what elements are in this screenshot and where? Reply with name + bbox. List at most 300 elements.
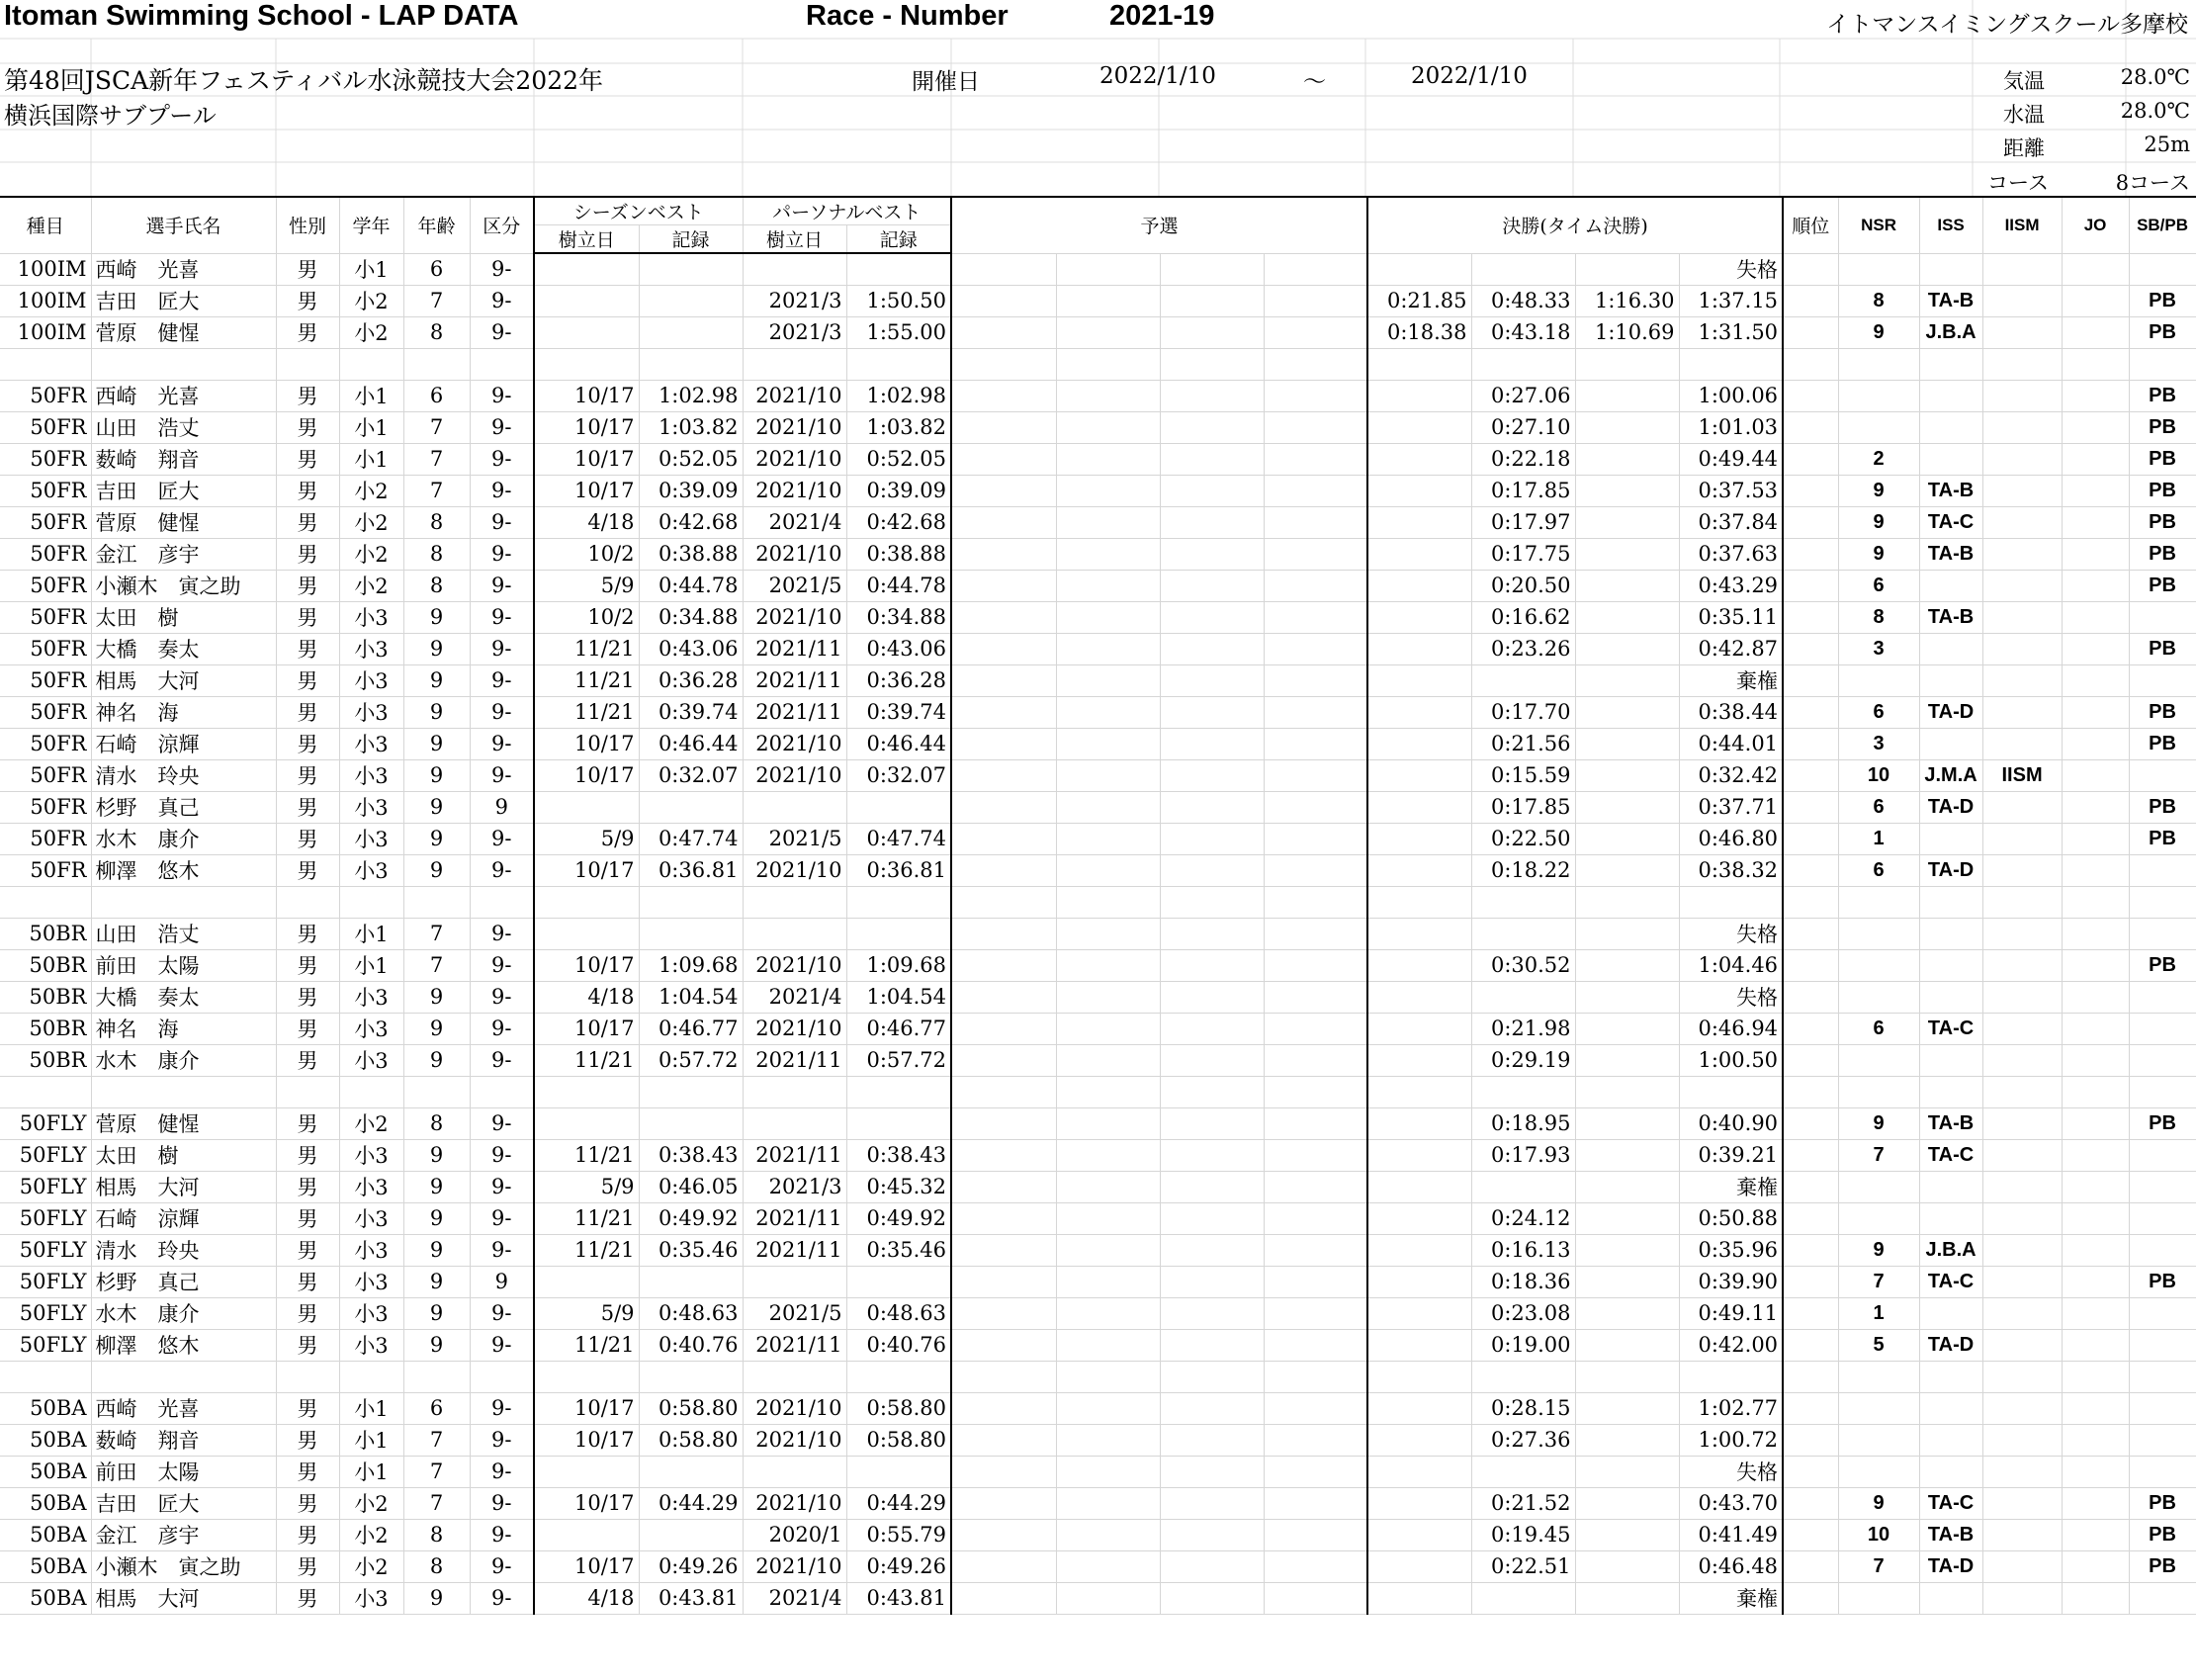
grade-cell: 小3 [339,728,403,759]
sb-date: 11/21 [534,1044,639,1076]
pb-date: 2021/11 [743,633,846,664]
sbpb-cell: PB [2129,728,2196,759]
division-cell: 9- [470,823,534,854]
empty-cell [2129,1076,2196,1107]
pb-record: 1:09.68 [846,949,951,981]
final-time: 失格 [1679,253,1783,285]
empty-cell [1160,1266,1264,1297]
pb-record: 0:49.26 [846,1550,951,1582]
empty-cell [2062,854,2129,886]
grade-cell: 小1 [339,443,403,475]
empty-cell [2062,918,2129,949]
final-lap-2: 0:20.50 [1471,570,1575,601]
col-iss: ISS [1919,197,1982,253]
division-cell: 9- [470,1013,534,1044]
pb-date: 2021/10 [743,538,846,570]
table-row [0,1550,2196,1582]
col-division: 区分 [470,197,534,253]
empty-cell [1056,1487,1160,1519]
final-lap-1 [1367,728,1471,759]
final-lap-2: 0:24.12 [1471,1202,1575,1234]
final-lap-1 [1367,949,1471,981]
empty-cell [1056,1171,1160,1202]
division-cell: 9- [470,1519,534,1550]
empty-cell [951,791,1056,823]
event-cell: 50FR [0,380,91,411]
final-lap-2: 0:29.19 [1471,1044,1575,1076]
sb-record: 0:47.74 [639,823,743,854]
final-lap-2: 0:18.22 [1471,854,1575,886]
sbpb-cell [2129,759,2196,791]
event-cell: 100IM [0,253,91,285]
swimmer-name: 小瀬木 寅之助 [91,1550,276,1582]
sbpb-cell [2129,1297,2196,1329]
event-cell: 50FR [0,791,91,823]
swimmer-name: 柳澤 悠木 [91,854,276,886]
sb-record: 0:48.63 [639,1297,743,1329]
sbpb-cell [2129,1139,2196,1171]
empty-cell [1160,918,1264,949]
empty-cell [1056,886,1160,918]
sex-cell: 男 [276,316,339,348]
grade-cell: 小1 [339,253,403,285]
empty-cell [951,348,1056,380]
empty-cell [951,1044,1056,1076]
grade-cell: 小3 [339,1139,403,1171]
age-cell: 8 [403,1107,470,1139]
sex-cell: 男 [276,285,339,316]
empty-cell [951,664,1056,696]
final-lap-1 [1367,791,1471,823]
sbpb-cell: PB [2129,949,2196,981]
empty-cell [951,570,1056,601]
swimmer-name: 前田 太陽 [91,949,276,981]
empty-cell [534,1076,639,1107]
sex-cell: 男 [276,506,339,538]
sb-record: 0:40.76 [639,1329,743,1361]
final-lap-3 [1575,1171,1679,1202]
nsr-cell: 8 [1838,285,1919,316]
sb-record [639,1107,743,1139]
final-lap-1 [1367,1456,1471,1487]
empty-cell [846,348,951,380]
empty-cell [639,1076,743,1107]
table-row [0,475,2196,506]
sex-cell: 男 [276,1044,339,1076]
empty-cell [1264,253,1367,285]
empty-cell [1056,728,1160,759]
empty-cell [951,285,1056,316]
cond-label: 気温 [2003,69,2045,93]
pb-record [846,918,951,949]
empty-cell [1056,1076,1160,1107]
iss-cell [1919,1044,1982,1076]
empty-cell [1679,1361,1783,1392]
final-lap-3 [1575,1329,1679,1361]
final-lap-1 [1367,759,1471,791]
swimmer-name: 薮崎 翔音 [91,443,276,475]
sex-cell: 男 [276,1171,339,1202]
table-row [0,538,2196,570]
empty-cell [951,886,1056,918]
sex-cell: 男 [276,981,339,1013]
grade-cell: 小1 [339,1392,403,1424]
sex-cell: 男 [276,1329,339,1361]
nsr-cell: 6 [1838,570,1919,601]
swimmer-name: 神名 海 [91,696,276,728]
empty-cell [1056,1424,1160,1456]
sb-record: 1:04.54 [639,981,743,1013]
empty-cell [339,1361,403,1392]
empty-cell [1919,886,1982,918]
empty-cell [1919,348,1982,380]
final-lap-1 [1367,538,1471,570]
empty-cell [1160,1392,1264,1424]
empty-cell [1264,1234,1367,1266]
sex-cell: 男 [276,918,339,949]
empty-cell [1160,475,1264,506]
swimmer-name: 神名 海 [91,1013,276,1044]
final-time: 0:37.53 [1679,475,1783,506]
nsr-cell [1838,664,1919,696]
division-cell: 9- [470,411,534,443]
pb-date: 2021/11 [743,664,846,696]
empty-cell [1056,1456,1160,1487]
pb-date: 2021/11 [743,1139,846,1171]
grade-cell: 小2 [339,506,403,538]
empty-cell [2129,1361,2196,1392]
sbpb-cell [2129,1582,2196,1614]
sbpb-cell: PB [2129,1487,2196,1519]
empty-cell [2062,1013,2129,1044]
division-cell: 9- [470,981,534,1013]
col-season-best: シーズンベスト [534,197,743,225]
iss-cell [1919,570,1982,601]
iism-cell [1982,316,2062,348]
sex-cell: 男 [276,443,339,475]
blank-row [0,348,2196,380]
empty-cell [1160,633,1264,664]
empty-cell [2062,1076,2129,1107]
sb-date: 4/18 [534,981,639,1013]
empty-cell [1783,1234,1838,1266]
grade-cell: 小3 [339,1013,403,1044]
pb-record: 1:50.50 [846,285,951,316]
final-time: 0:43.70 [1679,1487,1783,1519]
nsr-cell: 9 [1838,1487,1919,1519]
sb-record: 0:44.29 [639,1487,743,1519]
sb-date: 11/21 [534,1234,639,1266]
swimmer-name: 薮崎 翔音 [91,1424,276,1456]
pb-date: 2021/5 [743,570,846,601]
sb-date [534,1107,639,1139]
pb-date [743,918,846,949]
iss-cell: TA-D [1919,1329,1982,1361]
age-cell: 9 [403,633,470,664]
empty-cell [1264,1392,1367,1424]
empty-cell [1838,1361,1919,1392]
final-lap-2: 0:16.13 [1471,1234,1575,1266]
final-lap-1: 0:21.85 [1367,285,1471,316]
empty-cell [1679,348,1783,380]
pb-date: 2021/10 [743,949,846,981]
final-lap-2: 0:21.98 [1471,1013,1575,1044]
table-row [0,1107,2196,1139]
iss-cell: TA-D [1919,791,1982,823]
swimmer-name: 吉田 匠大 [91,475,276,506]
sb-record: 1:09.68 [639,949,743,981]
empty-cell [1056,1107,1160,1139]
empty-cell [1160,1487,1264,1519]
empty-cell [1264,949,1367,981]
cond-value: 28.0℃ [2120,99,2190,123]
final-lap-2: 0:17.85 [1471,475,1575,506]
final-lap-1 [1367,1329,1471,1361]
empty-cell [2062,1107,2129,1139]
sb-record: 0:32.07 [639,759,743,791]
empty-cell [1160,348,1264,380]
empty-cell [1160,728,1264,759]
final-lap-2 [1471,253,1575,285]
final-time: 棄権 [1679,1171,1783,1202]
grade-cell: 小1 [339,949,403,981]
empty-cell [2062,1297,2129,1329]
final-time: 0:37.71 [1679,791,1783,823]
empty-cell [1160,823,1264,854]
swimmer-name: 水木 康介 [91,823,276,854]
division-cell: 9- [470,633,534,664]
empty-cell [1264,886,1367,918]
pb-record: 0:52.05 [846,443,951,475]
iss-cell: TA-C [1919,1139,1982,1171]
pb-record: 1:02.98 [846,380,951,411]
iss-cell [1919,411,1982,443]
iss-cell: TA-C [1919,1266,1982,1297]
grade-cell: 小3 [339,633,403,664]
iism-cell [1982,1107,2062,1139]
empty-cell [951,1329,1056,1361]
empty-cell [91,1361,276,1392]
table-row [0,823,2196,854]
sex-cell: 男 [276,1519,339,1550]
empty-cell [1160,380,1264,411]
final-lap-1 [1367,1487,1471,1519]
iism-cell: IISM [1982,759,2062,791]
date-end: 2022/1/10 [1411,63,1528,89]
iss-cell [1919,823,1982,854]
empty-cell [951,1361,1056,1392]
final-lap-2: 0:17.75 [1471,538,1575,570]
sb-date: 5/9 [534,1297,639,1329]
col-name: 選手氏名 [91,197,276,253]
empty-cell [2062,1329,2129,1361]
pb-date: 2021/10 [743,1392,846,1424]
empty-cell [1575,348,1679,380]
age-cell: 9 [403,854,470,886]
cond-value: 25m [2144,133,2190,156]
empty-cell [1160,570,1264,601]
empty-cell [1264,1424,1367,1456]
sb-date [534,316,639,348]
empty-cell [1982,886,2062,918]
swimmer-name: 相馬 大河 [91,1582,276,1614]
event-cell: 50BA [0,1424,91,1456]
empty-cell [1264,316,1367,348]
grade-cell: 小3 [339,823,403,854]
event-cell: 50BR [0,949,91,981]
pb-record [846,253,951,285]
iism-cell [1982,475,2062,506]
sb-record: 0:36.81 [639,854,743,886]
pb-date: 2021/10 [743,443,846,475]
iism-cell [1982,918,2062,949]
event-cell: 50FLY [0,1297,91,1329]
empty-cell [1919,1361,1982,1392]
age-cell: 9 [403,601,470,633]
division-cell: 9- [470,253,534,285]
final-lap-3 [1575,759,1679,791]
final-lap-1 [1367,1139,1471,1171]
swimmer-name: 杉野 真己 [91,791,276,823]
sbpb-cell: PB [2129,1107,2196,1139]
empty-cell [1264,1044,1367,1076]
age-cell: 7 [403,475,470,506]
pb-date: 2021/10 [743,728,846,759]
sex-cell: 男 [276,1139,339,1171]
empty-cell [1160,1329,1264,1361]
pb-record [846,791,951,823]
nsr-cell: 10 [1838,1519,1919,1550]
final-time: 0:44.01 [1679,728,1783,759]
pb-record: 0:57.72 [846,1044,951,1076]
swimmer-name: 西崎 光喜 [91,380,276,411]
iism-cell [1982,854,2062,886]
event-cell: 50FR [0,633,91,664]
empty-cell [403,1076,470,1107]
age-cell: 8 [403,316,470,348]
empty-cell [2062,728,2129,759]
pb-record: 1:55.00 [846,316,951,348]
empty-cell [1160,949,1264,981]
empty-cell [1783,1361,1838,1392]
sb-record [639,791,743,823]
final-lap-1 [1367,475,1471,506]
iss-cell [1919,633,1982,664]
final-lap-3 [1575,1234,1679,1266]
empty-cell [2062,475,2129,506]
age-cell: 9 [403,1044,470,1076]
sex-cell: 男 [276,1392,339,1424]
empty-cell [2129,886,2196,918]
age-cell: 9 [403,1582,470,1614]
empty-cell [951,1456,1056,1487]
pb-date: 2021/10 [743,380,846,411]
race-label: Race - Number [806,0,1009,32]
empty-cell [1783,1139,1838,1171]
pb-date: 2021/10 [743,601,846,633]
sex-cell: 男 [276,633,339,664]
sbpb-cell: PB [2129,1519,2196,1550]
final-lap-1: 0:18.38 [1367,316,1471,348]
empty-cell [1160,1076,1264,1107]
empty-cell [1056,380,1160,411]
pb-date: 2021/10 [743,1487,846,1519]
final-time: 失格 [1679,1456,1783,1487]
empty-cell [951,1550,1056,1582]
empty-cell [951,506,1056,538]
empty-cell [1783,601,1838,633]
empty-cell [1783,1202,1838,1234]
final-lap-1 [1367,1392,1471,1424]
empty-cell [1838,348,1919,380]
final-time: 0:37.84 [1679,506,1783,538]
sb-record [639,1519,743,1550]
iism-cell [1982,1329,2062,1361]
sb-date: 10/17 [534,443,639,475]
iism-cell [1982,1139,2062,1171]
iss-cell: TA-B [1919,475,1982,506]
empty-cell [1056,1550,1160,1582]
nsr-cell [1838,949,1919,981]
pb-record: 0:44.29 [846,1487,951,1519]
empty-cell [1264,1013,1367,1044]
event-cell: 50FLY [0,1202,91,1234]
table-row [0,918,2196,949]
empty-cell [1160,1424,1264,1456]
sb-date [534,791,639,823]
sb-record [639,316,743,348]
empty-cell [1160,443,1264,475]
empty-cell [951,253,1056,285]
empty-cell [403,348,470,380]
empty-cell [1783,696,1838,728]
table-row [0,759,2196,791]
sb-date [534,285,639,316]
empty-cell [1982,1361,2062,1392]
final-lap-3 [1575,1392,1679,1424]
final-lap-1 [1367,696,1471,728]
table-row [0,1139,2196,1171]
table-row [0,728,2196,759]
iism-cell [1982,1171,2062,1202]
empty-cell [1160,696,1264,728]
final-lap-2: 0:27.10 [1471,411,1575,443]
final-lap-2: 0:17.97 [1471,506,1575,538]
sb-date: 10/17 [534,1550,639,1582]
empty-cell [1783,854,1838,886]
final-time: 0:39.21 [1679,1139,1783,1171]
empty-cell [1160,886,1264,918]
empty-cell [2062,823,2129,854]
sbpb-cell: PB [2129,316,2196,348]
empty-cell [2062,696,2129,728]
iss-cell: TA-C [1919,1487,1982,1519]
pb-record: 0:49.92 [846,1202,951,1234]
sb-date: 11/21 [534,696,639,728]
col-final: 決勝(タイム決勝) [1367,197,1783,253]
grade-cell: 小2 [339,475,403,506]
empty-cell [276,1076,339,1107]
swimmer-name: 金江 彦宇 [91,1519,276,1550]
empty-cell [1264,1107,1367,1139]
final-time: 0:39.90 [1679,1266,1783,1297]
sbpb-cell [2129,1329,2196,1361]
pb-date [743,1107,846,1139]
age-cell: 7 [403,1456,470,1487]
final-lap-3 [1575,981,1679,1013]
col-personal-best: パーソナルベスト [743,197,951,225]
empty-cell [1783,506,1838,538]
